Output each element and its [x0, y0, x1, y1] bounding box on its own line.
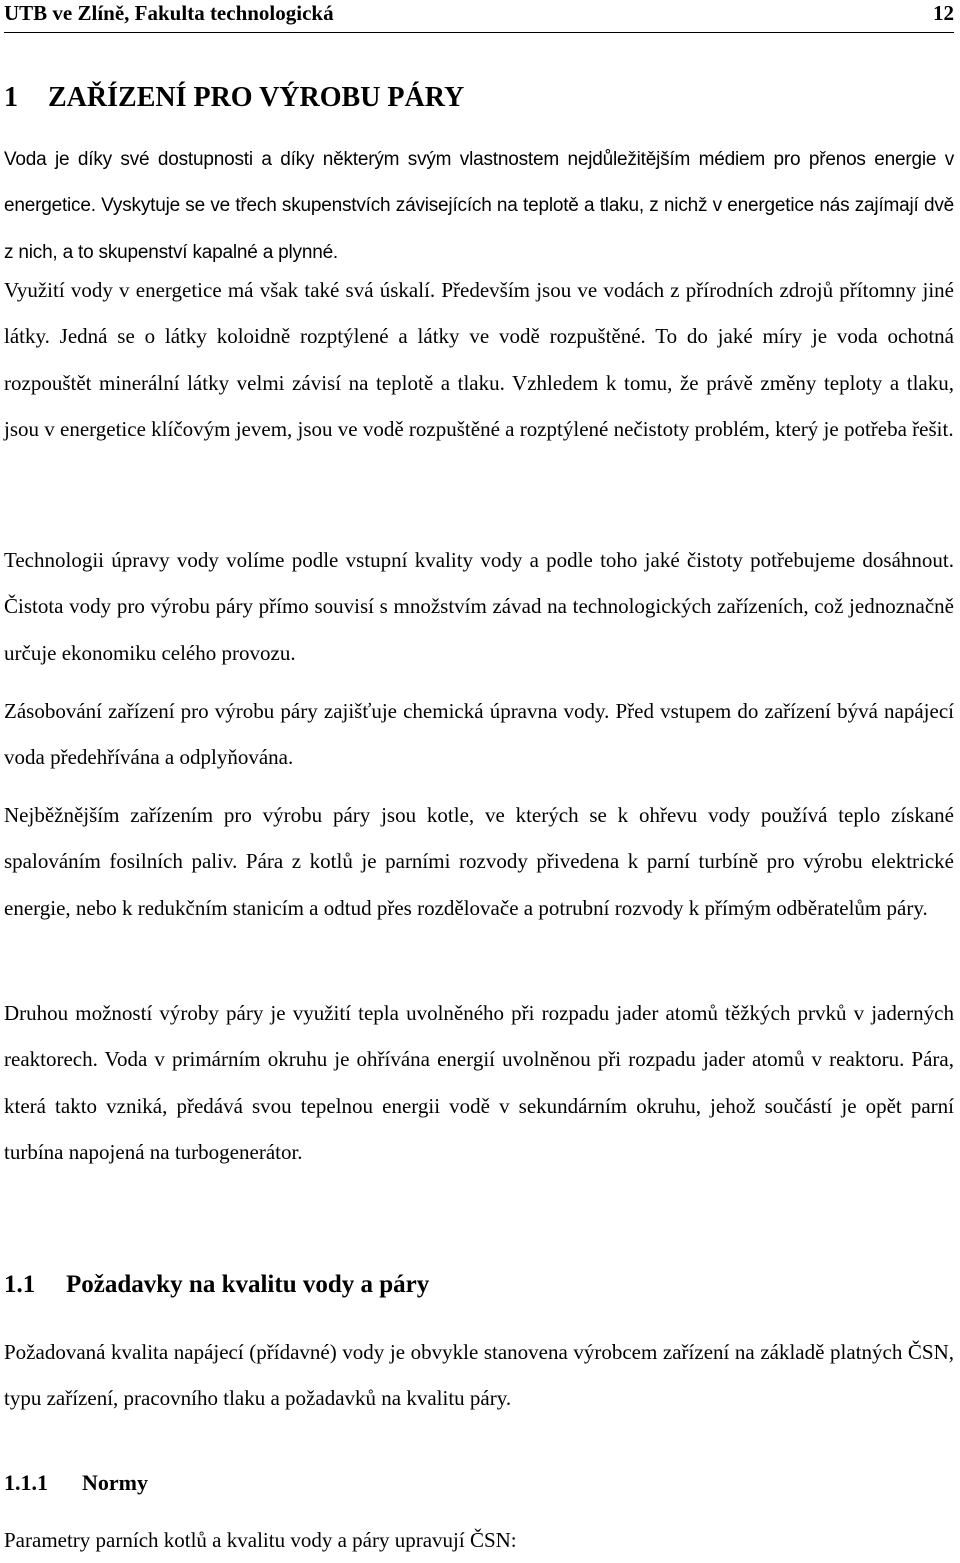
- header-page-number: 12: [933, 1, 954, 25]
- subsection-number: 1.1.1: [4, 1470, 48, 1495]
- paragraph-water-treatment: Technologii úpravy vody volíme podle vstupní kvality vody a podle toho jaké čistoty potřebujeme dosáhnout. Čistota vody pro výrobu páry přímo souvisí s množstvím závad na technologických zařízeních, což jednoznačně určuje ekonomiku celého provozu.: [4, 548, 954, 665]
- chapter-heading: [4, 80, 464, 116]
- running-header: [4, 0, 954, 33]
- chapter-number: 1: [4, 82, 18, 113]
- paragraph-supply: Zásobování zařízení pro výrobu páry zajišťuje chemická úpravna vody. Před vstupem do zařízení bývá napájecí voda předehřívána a odplyňována.: [4, 699, 954, 770]
- subsection-title: Normy: [82, 1470, 148, 1495]
- paragraph-water-intro: Voda je díky své dostupnosti a díky některým svým vlastnostem nejdůležitějším médiem pro přenos energie v energetice. Vyskytuje se ve třech skupenstvích závisejících na teplotě a tlaku, z nichž v energetice nás zajímají dvě z nich, a to skupenství kapalné a plynné.: [4, 149, 954, 263]
- paragraph-boilers: Nejběžnějším zařízením pro výrobu páry jsou kotle, ve kterých se k ohřevu vody používá teplo získané spalováním fosilních paliv. Pára z kotlů je parními rozvody přivedena k parní turbíně pro výrobu elektrické energie, nebo k redukčním stanicím a odtud přes rozdělovače a potrubní rozvody k přímým odběratelům páry.: [4, 803, 954, 920]
- chapter-title: ZAŘÍZENÍ PRO VÝROBU PÁRY: [48, 82, 465, 113]
- paragraph-nuclear: Druhou možností výroby páry je využití tepla uvolněného při rozpadu jader atomů těžkých prvků v jaderných reaktorech. Voda v primárním okruhu je ohřívána energií uvolněnou při rozpadu jader atomů v reaktoru. Pára, která takto vzniká, předává svou tepelnou energii vodě v sekundárním okruhu, jehož součástí je opět parní turbína napojená na turbogenerátor.: [4, 1001, 954, 1165]
- section-heading: [4, 1268, 429, 1302]
- paragraph-water-impurities: Využití vody v energetice má však také svá úskalí. Především jsou ve vodách z přírodních zdrojů přítomny jiné látky. Jedná se o látky koloidně rozptýlené a látky ve vodě rozpuštěné. To do jaké míry je voda ochotná rozpouštět minerální látky velmi závisí na teplotě a tlaku. Vzhledem k tomu, že právě změny teploty a tlaku, jsou v energetice klíčovým jevem, jsou ve vodě rozpuštěné a rozptýlené nečistoty problém, který je potřeba řešit.: [4, 278, 954, 442]
- section-number: 1.1: [4, 1271, 36, 1298]
- paragraph-standards: Parametry parních kotlů a kvalitu vody a páry upravují ČSN:: [4, 1528, 517, 1552]
- subsection-heading: [4, 1468, 148, 1498]
- section-title: Požadavky na kvalitu vody a páry: [66, 1271, 430, 1298]
- header-school-name: UTB ve Zlíně, Fakulta technologická: [4, 1, 334, 25]
- paragraph-quality-requirements: Požadovaná kvalita napájecí (přídavné) vody je obvykle stanovena výrobcem zařízení na základě platných ČSN, typu zařízení, pracovního tlaku a požadavků na kvalitu páry.: [4, 1340, 954, 1411]
